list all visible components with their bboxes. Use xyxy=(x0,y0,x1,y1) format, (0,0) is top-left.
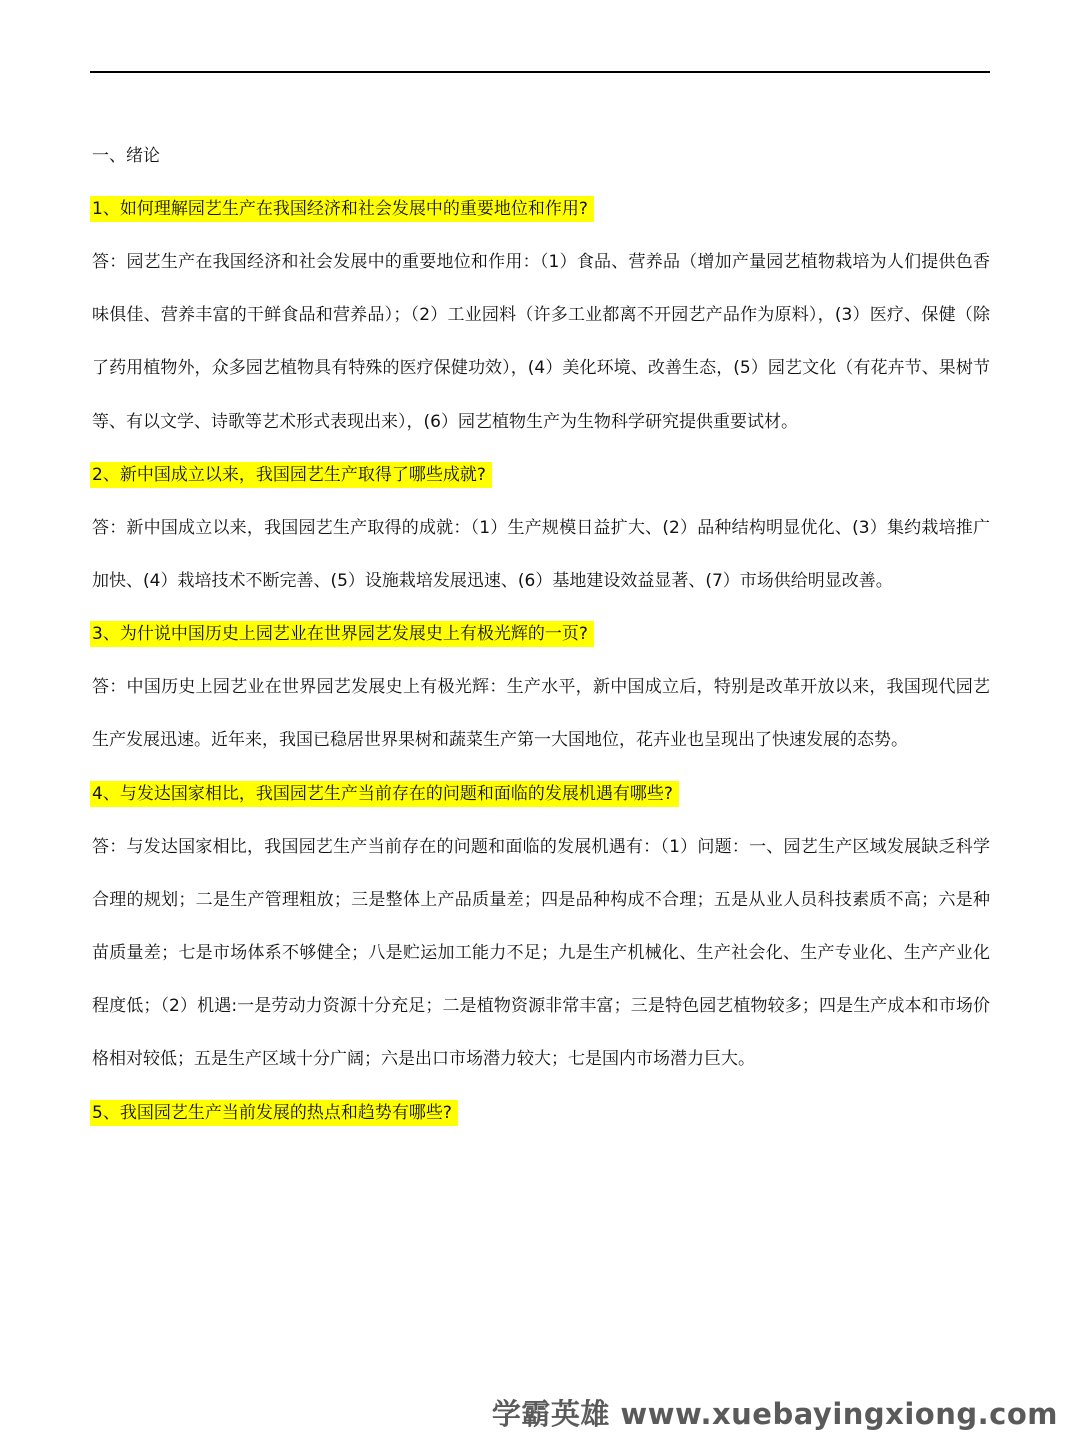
highlighted-question: 3、为什说中国历史上园艺业在世界园艺发展史上有极光辉的一页? xyxy=(90,621,594,647)
qa-item-4 xyxy=(92,768,990,1087)
watermark: 学霸英雄 www.xuebayingxiong.com xyxy=(491,1397,1058,1431)
question xyxy=(92,768,990,821)
highlighted-question: 2、新中国成立以来，我国园艺生产取得了哪些成就? xyxy=(90,462,492,488)
document-body xyxy=(92,130,990,1140)
highlighted-question: 5、我国园艺生产当前发展的热点和趋势有哪些? xyxy=(90,1100,458,1126)
qa-item-3 xyxy=(92,608,990,767)
question xyxy=(92,1087,990,1140)
answer: 答：新中国成立以来，我国园艺生产取得的成就：（1）生产规模日益扩大、(2）品种结构明显优化、(3）集约栽培推广加快、(4）栽培技术不断完善、(5）设施栽培发展迅速、(6）基地建设效益显著、(7）市场供给明显改善。 xyxy=(92,517,990,592)
highlighted-question: 1、如何理解园艺生产在我国经济和社会发展中的重要地位和作用? xyxy=(90,196,594,222)
highlighted-question: 4、与发达国家相比，我国园艺生产当前存在的问题和面临的发展机遇有哪些? xyxy=(90,781,679,807)
qa-item-2 xyxy=(92,449,990,608)
question xyxy=(92,183,990,236)
question xyxy=(92,449,990,502)
qa-item-5 xyxy=(92,1087,990,1140)
question xyxy=(92,608,990,661)
answer: 答：园艺生产在我国经济和社会发展中的重要地位和作用：（1）食品、营养品（增加产量园艺植物栽培为人们提供色香味俱佳、营养丰富的干鲜食品和营养品）；（2）工业园料（许多工业都离不开园艺产品作为原料），(3）医疗、保健（除了药用植物外，众多园艺植物具有特殊的医疗保健功效），(4）美化环境、改善生态，(5）园艺文化（有花卉节、果树节等、有以文学、诗歌等艺术形式表现出来），(6）园艺植物生产为生物科学研究提供重要试材。 xyxy=(92,252,990,432)
header-rule xyxy=(90,71,990,73)
answer: 答：与发达国家相比，我国园艺生产当前存在的问题和面临的发展机遇有：（1）问题：一、园艺生产区域发展缺乏科学合理的规划；二是生产管理粗放；三是整体上产品质量差；四是品种构成不合理；五是从业人员科技素质不高；六是种苗质量差；七是市场体系不够健全；八是贮运加工能力不足；九是生产机械化、生产社会化、生产专业化、生产产业化程度低；（2）机遇:一是劳动力资源十分充足；二是植物资源非常丰富；三是特色园艺植物较多；四是生产成本和市场价格相对较低；五是生产区域十分广阔；六是出口市场潜力较大；七是国内市场潜力巨大。 xyxy=(92,836,990,1070)
section-title: 一、绪论 xyxy=(92,146,160,166)
answer: 答：中国历史上园艺业在世界园艺发展史上有极光辉：生产水平，新中国成立后，特别是改革开放以来，我国现代园艺生产发展迅速。近年来，我国已稳居世界果树和蔬菜生产第一大国地位，花卉业也呈现出了快速发展的态势。 xyxy=(92,677,990,751)
qa-item-1 xyxy=(92,183,990,449)
